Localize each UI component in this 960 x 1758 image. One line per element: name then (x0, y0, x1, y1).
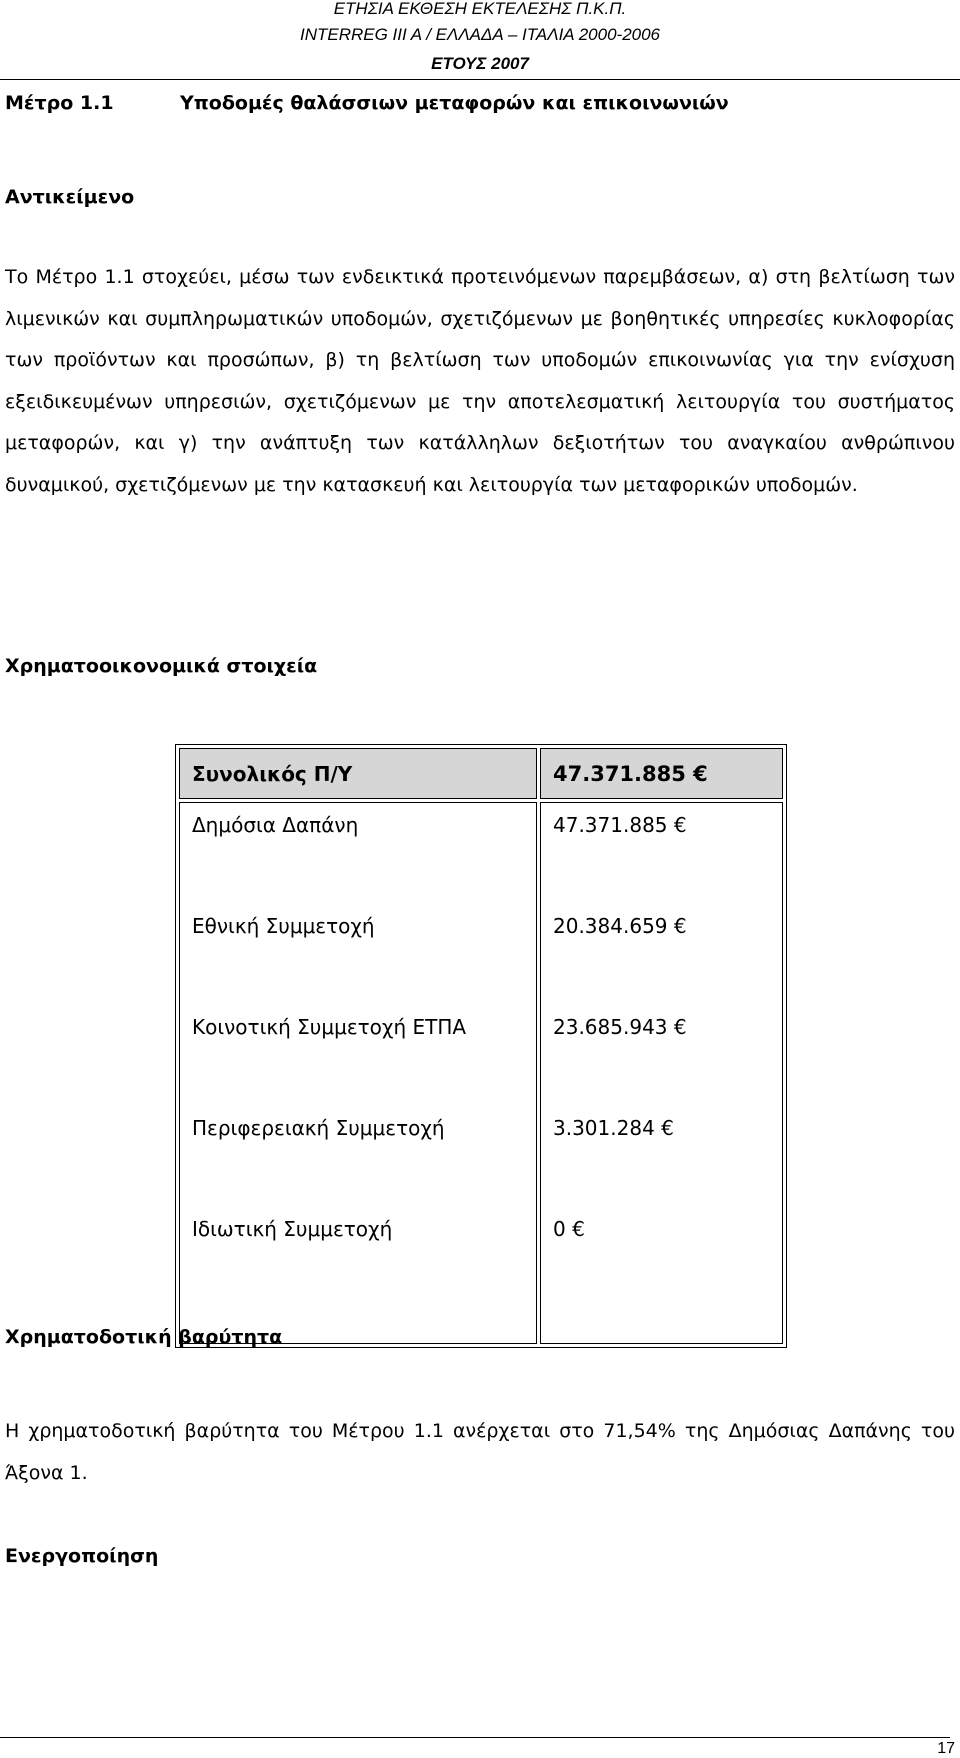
public-expenditure-value: 47.371.885 € (553, 813, 687, 837)
page-number: 17 (937, 1740, 955, 1757)
financial-labels-cell (179, 802, 537, 1344)
private-contribution-label: Ιδιωτική Συμμετοχή (192, 1217, 393, 1241)
total-budget-label: Συνολικός Π/Υ (179, 748, 537, 799)
financial-total-row (179, 748, 783, 799)
header-programme: INTERREG III A / ΕΛΛΑΔΑ – ΙΤΑΛΙΑ 2000-2006 (299, 25, 661, 44)
regional-contribution-value: 3.301.284 € (553, 1116, 674, 1140)
national-contribution-label: Εθνική Συμμετοχή (192, 914, 375, 938)
financial-body-row (179, 802, 783, 1344)
private-contribution-value: 0 € (553, 1217, 585, 1241)
objective-heading: Αντικείμενο (5, 186, 135, 208)
regional-contribution-label: Περιφερειακή Συμμετοχή (192, 1116, 445, 1140)
header-rule (0, 79, 960, 80)
erdf-contribution-label: Κοινοτική Συμμετοχή ΕΤΠΑ (192, 1015, 467, 1039)
weight-heading: Χρηματοδοτική βαρύτητα (5, 1326, 283, 1348)
measure-number: Μέτρο 1.1 (5, 92, 114, 114)
activation-heading: Ενεργοποίηση (5, 1545, 159, 1567)
public-expenditure-label: Δημόσια Δαπάνη (192, 813, 359, 837)
weight-paragraph: Η χρηματοδοτική βαρύτητα του Μέτρου 1.1 ανέρχεται στο 71,54% της Δημόσιας Δαπάνης του Άξονα 1. (5, 1420, 955, 1484)
financial-values-cell (540, 802, 783, 1344)
financial-table (175, 744, 787, 1348)
total-budget-value: 47.371.885 € (540, 748, 783, 799)
measure-name: Υποδομές θαλάσσιων μεταφορών και επικοινωνιών (180, 92, 729, 114)
financial-heading: Χρηματοοικονομικά στοιχεία (5, 655, 318, 677)
erdf-contribution-value: 23.685.943 € (553, 1015, 687, 1039)
national-contribution-value: 20.384.659 € (553, 914, 687, 938)
header-report-title: ΕΤΗΣΙΑ ΕΚΘΕΣΗ ΕΚΤΕΛΕΣΗΣ Π.Κ.Π. (333, 0, 627, 18)
footer-rule (0, 1737, 950, 1738)
objective-paragraph: Το Μέτρο 1.1 στοχεύει, μέσω των ενδεικτικά προτεινόμενων παρεμβάσεων, α) στη βελτίωση των λιμενικών και συμπληρωματικών υποδομών, σχετιζόμενων με βοηθητικές υπηρεσίες κυκλοφορίας των προϊόντων και προσώπων, β) τη βελτίωση των υποδομών επικοινωνίας για την ενίσχυση εξειδικευμένων υπηρεσιών, σχετιζόμενων με την αποτελεσματική λειτουργία του συστήματος μεταφορών, και γ) την ανάπτυξη των κατάλληλων δεξιοτήτων του αναγκαίου ανθρώπινου δυναμικού, σχετιζόμενων με την κατασκευή και λειτουργία των μεταφορικών υποδομών. (5, 266, 955, 496)
header-year: ΕΤΟΥΣ 2007 (431, 54, 529, 73)
